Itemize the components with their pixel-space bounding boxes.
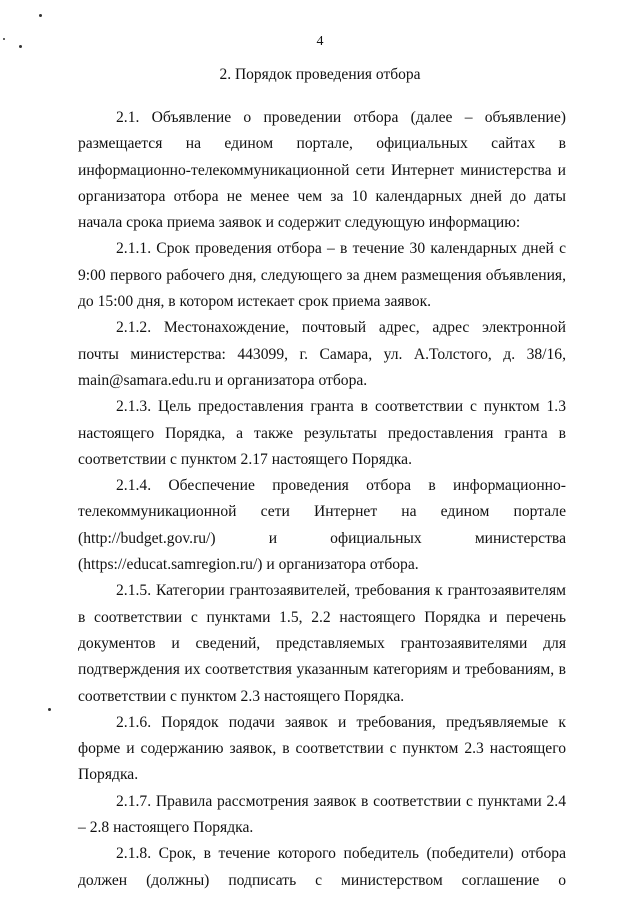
paragraph-2-1-5: 2.1.5. Категории грантозаявителей, требования к грантозаявителям в соответствии с пунктами 1.5, 2.2 настоящего Порядка и перечень документов и сведений, представляемых грантозаявителями для подтверждения их соответствия указанным категориям и требованиям, в соответствии с пунктом 2.3 настоящего Порядка. (78, 582, 566, 705)
paragraph-2-1: 2.1. Объявление о проведении отбора (далее – объявление) размещается на едином портале, официальных сайтах в информационно-телекоммуникационной сети Интернет министерства и организатора отбора не менее чем за 10 календарных дней до даты начала срока приема заявок и содержит следующую информацию: (78, 109, 566, 232)
paragraph-2-1-4: 2.1.4. Обеспечение проведения отбора в информационно-телекоммуникационной сети Интернет на едином портале (http://budget.gov.ru/) и официальных министерства (https://educat.samregion.ru/) и организатора отбора. (78, 477, 566, 574)
paragraph-2-1-8: 2.1.8. Срок, в течение которого победитель (победители) отбора должен (должны) подписать с министерством соглашение о (78, 845, 566, 889)
paragraph-2-1-1: 2.1.1. Срок проведения отбора – в течение 30 календарных дней с 9:00 первого рабочего дня, следующего за днем размещения объявления, до 15:00 дня, в котором истекает срок приема заявок. (78, 240, 566, 311)
paragraph-2-1-6: 2.1.6. Порядок подачи заявок и требования, предъявляемые к форме и содержанию заявок, в соответствии с пунктом 2.3 настоящего Порядка. (78, 713, 566, 784)
paragraph-2-1-2: 2.1.2. Местонахождение, почтовый адрес, адрес электронной почты министерства: 443099, г. Самара, ул. А.Толстого, д. 38/16, main@samara.edu.ru и организатора отбора. (78, 319, 566, 389)
paragraph-2-1-7: 2.1.7. Правила рассмотрения заявок в соответствии с пунктами 2.4 – 2.8 настоящего Порядка. (78, 792, 566, 837)
body-text (78, 105, 566, 894)
paragraph-2-1-3: 2.1.3. Цель предоставления гранта в соответствии с пунктом 1.3 настоящего Порядка, а также результаты предоставления гранта в соответствии с пунктом 2.17 настоящего Порядка. (78, 398, 566, 468)
section-title: 2. Порядок проведения отбора (219, 66, 421, 83)
scan-speck (48, 708, 51, 711)
page-number: 4 (316, 34, 324, 49)
scan-speck (39, 14, 42, 17)
